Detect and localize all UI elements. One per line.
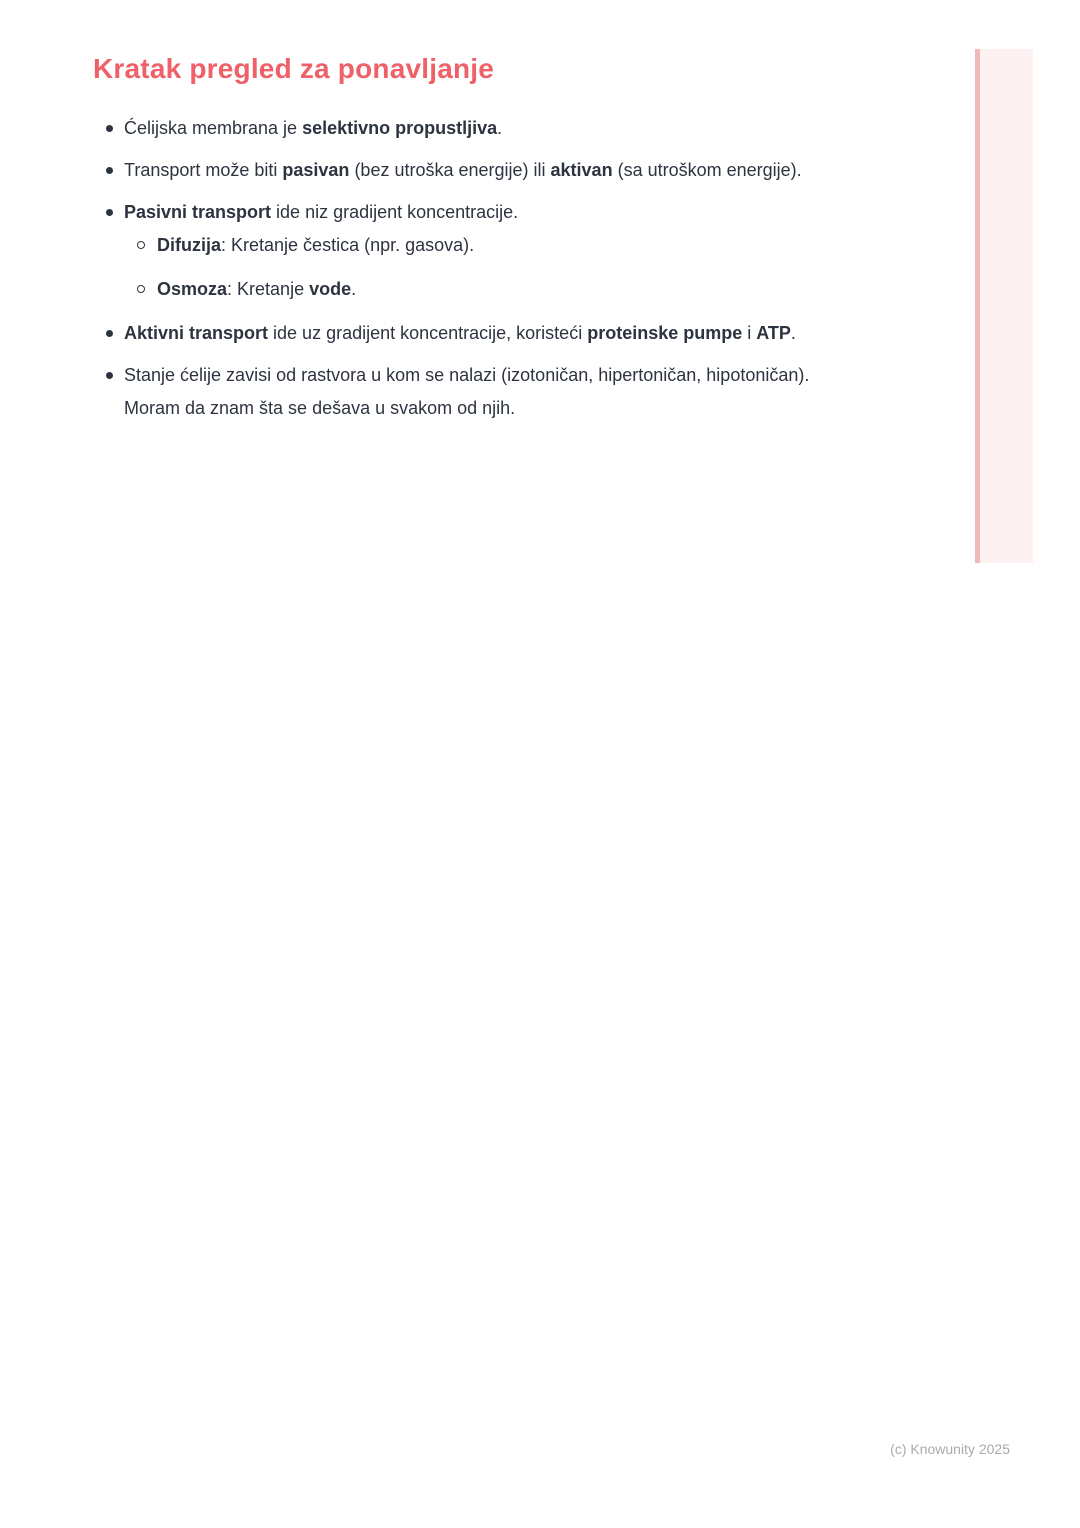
list-item (93, 317, 833, 350)
footer-credit: (c) Knowunity 2025 (890, 1441, 1010, 1457)
text-segment: Osmoza (157, 279, 228, 299)
list-item (93, 154, 833, 187)
text-segment: Ćelijska membrana je (124, 118, 303, 138)
text-segment: : Kretanje (227, 279, 310, 299)
text-segment: vode (309, 279, 352, 299)
text-segment: . (351, 279, 357, 299)
sub-list-item (124, 229, 833, 262)
text-segment: Transport može biti (124, 160, 283, 180)
text-segment: ATP (756, 323, 791, 343)
text-segment: aktivan (550, 160, 613, 180)
text-segment: selektivno propustljiva (302, 118, 498, 138)
text-segment: Stanje ćelije zavisi od rastvora u kom se nalazi (izotoničan, hipertoničan, hipotoničan). Moram da znam šta se dešava u svakom od njih. (124, 365, 810, 418)
sub-list (124, 229, 833, 306)
margin-highlight-bar (975, 49, 1033, 563)
text-segment: Difuzija (157, 235, 222, 255)
text-segment: pasivan (282, 160, 350, 180)
sub-list-item (124, 273, 833, 306)
text-segment: Aktivni transport (124, 323, 269, 343)
page-title: Kratak pregled za ponavljanje (93, 53, 495, 84)
text-segment: . (497, 118, 503, 138)
text-segment: i (742, 323, 757, 343)
text-segment: Pasivni transport (124, 202, 272, 222)
text-segment: . (790, 323, 796, 343)
text-segment: proteinske pumpe (587, 323, 743, 343)
list-item (93, 112, 833, 145)
text-segment: (bez utroška energije) ili (349, 160, 551, 180)
list-item (93, 359, 833, 425)
list-item (93, 196, 833, 306)
text-segment: (sa utroškom energije). (612, 160, 802, 180)
text-segment: ide uz gradijent koncentracije, koristeći (268, 323, 588, 343)
text-segment: ide niz gradijent koncentracije. (271, 202, 519, 222)
text-segment: : Kretanje čestica (npr. gasova). (221, 235, 475, 255)
summary-list (93, 112, 833, 434)
